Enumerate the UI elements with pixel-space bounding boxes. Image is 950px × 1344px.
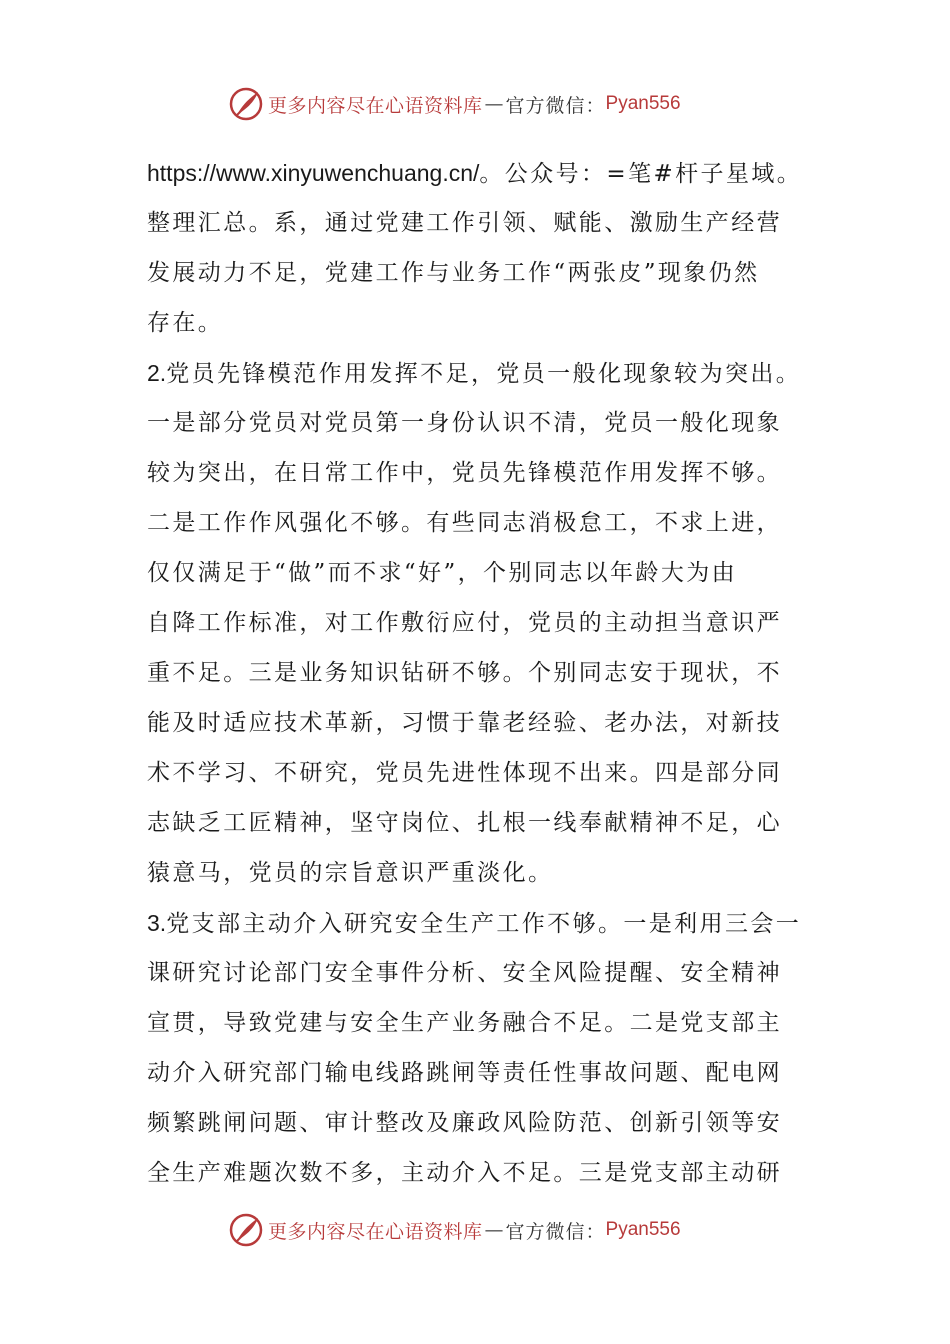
body-line: 存在。 bbox=[147, 310, 224, 336]
body-line: 宣贯，导致党建与安全生产业务融合不足。二是党支部主 bbox=[147, 1010, 782, 1036]
header-brand-text: 更多内容尽在心语资料库 bbox=[268, 94, 483, 117]
body-line bbox=[147, 348, 807, 398]
body-line: 课研究讨论部门安全事件分析、安全风险提醒、安全精神 bbox=[147, 960, 782, 986]
body-line: 一是部分党员对党员第一身份认识不清，党员一般化现象 bbox=[147, 410, 782, 436]
body-line: 较为突出，在日常工作中，党员先锋模范作用发挥不够。 bbox=[147, 460, 782, 486]
body-line bbox=[147, 148, 807, 198]
body-line: 全生产难题次数不多，主动介入不足。三是党支部主动研 bbox=[147, 1160, 782, 1186]
body-line: 重不足。三是业务知识钻研不够。个别同志安于现状，不 bbox=[147, 660, 782, 686]
line-text: 党员先锋模范作用发挥不足，党员一般化现象较为突出。 bbox=[166, 361, 802, 387]
footer-contact-label: 官方微信： bbox=[505, 1220, 606, 1243]
body-line: 二是工作作风强化不够。有些同志消极怠工，不求上进， bbox=[147, 510, 782, 536]
body-line: 自降工作标准，对工作敷衍应付，党员的主动担当意识严 bbox=[147, 610, 782, 636]
footer-banner bbox=[228, 1210, 681, 1250]
body-line bbox=[147, 898, 807, 948]
line-text: 。公众号：=笔#杆子星域。 bbox=[479, 161, 803, 187]
footer-separator: — bbox=[484, 1219, 504, 1241]
header-banner bbox=[228, 84, 681, 124]
line-text: 党支部主动介入研究安全生产工作不够。一是利用三会一 bbox=[166, 911, 802, 937]
header-separator: — bbox=[484, 93, 504, 115]
header-contact-id: Pyan556 bbox=[605, 93, 681, 114]
body-line: 能及时适应技术革新，习惯于靠老经验、老办法，对新技 bbox=[147, 710, 782, 736]
quill-pen-logo-icon bbox=[228, 86, 264, 122]
source-url-link[interactable]: https://www.xinyuwenchuang.cn/ bbox=[147, 160, 480, 186]
item-number: 3. bbox=[147, 910, 167, 936]
header-contact-label: 官方微信： bbox=[505, 94, 606, 117]
footer-contact-id: Pyan556 bbox=[605, 1219, 681, 1240]
body-line: 术不学习、不研究，党员先进性体现不出来。四是部分同 bbox=[147, 760, 782, 786]
body-line: 发展动力不足，党建工作与业务工作“两张皮”现象仍然 bbox=[147, 260, 760, 286]
body-line: 猿意马，党员的宗旨意识严重淡化。 bbox=[147, 860, 554, 886]
quill-pen-logo-icon bbox=[228, 1212, 264, 1248]
body-line: 志缺乏工匠精神，坚守岗位、扎根一线奉献精神不足，心 bbox=[147, 810, 782, 836]
body-line: 动介入研究部门输电线路跳闸等责任性事故问题、配电网 bbox=[147, 1060, 782, 1086]
body-line: 频繁跳闸问题、审计整改及廉政风险防范、创新引领等安 bbox=[147, 1110, 782, 1136]
body-line: 仅仅满足于“做”而不求“好”，个别同志以年龄大为由 bbox=[147, 560, 738, 586]
footer-brand-text: 更多内容尽在心语资料库 bbox=[268, 1220, 483, 1243]
body-line: 整理汇总。系，通过党建工作引领、赋能、激励生产经营 bbox=[147, 210, 782, 236]
document-body bbox=[147, 148, 807, 1198]
item-number: 2. bbox=[147, 360, 167, 386]
